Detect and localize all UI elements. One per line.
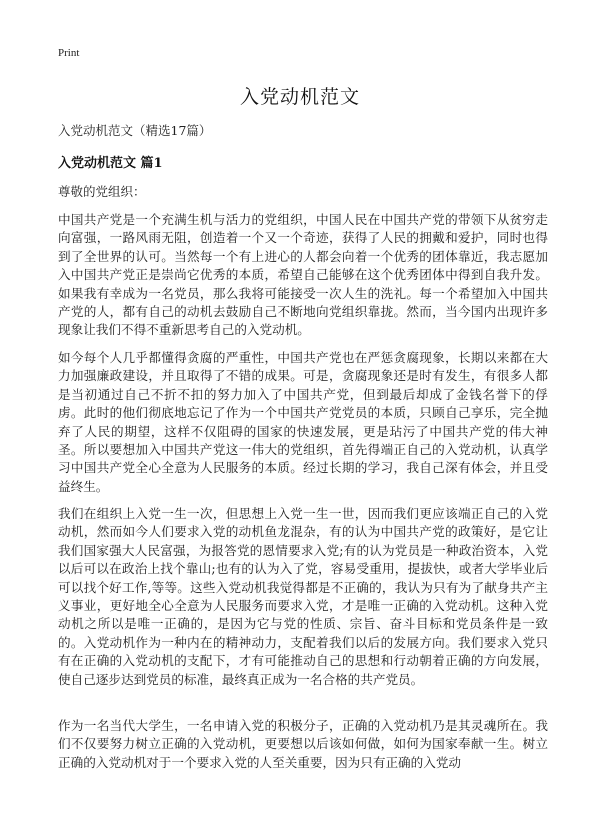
salutation: 尊敬的党组织： xyxy=(58,184,146,199)
document-subtitle: 入党动机范文（精选17篇） xyxy=(58,123,212,138)
paragraph: 中国共产党是一个充满生机与活力的党组织，中国人民在中国共产党的带领下从贫穷走向富强，一路风雨无阻，创造着一个又一个奇迹，获得了人民的拥戴和爱护，同时也得到了全世界的认可。当然每一个有上进心的人都会向着一个优秀的团体靠近，我志愿加入中国共产党正是崇尚它优秀的本质，希望自己能够在这个优秀团体中得到自我升发。如果我有幸成为一名党员，那么我将可能接受一次人生的洗礼。每一个希望加入中国共产党的人，都有自己的动机去鼓励自己不断地向党组织靠拢。然而，当今国内出现许多现象让我们不得不重新思考自己的入党动机。 xyxy=(58,212,548,338)
paragraph: 如今每个人几乎都懂得贪腐的严重性，中国共产党也在严惩贪腐现象，长期以来都在大力加强廉政建设，并且取得了不错的成果。可是，贪腐现象还是时有发生，有很多人都是当初通过自己不折不扣的努力加入了中国共产党，但到最后却成了金钱名誉下的俘虏。此时的他们彻底地忘记了作为一个中国共产党党员的本质，只顾自己享乐，完全抛弃了人民的期望，这样不仅阻碍的国家的快速发展，更是玷污了中国共产党的伟大神圣。所以要想加入中国共产党这一伟大的党组织，首先得端正自己的入党动机，认真学习中国共产党全心全意为人民服务的本质。经过长期的学习，我自己深有体会，并且受益终生。 xyxy=(58,350,548,494)
print-link[interactable]: Print xyxy=(58,47,80,59)
paragraph: 作为一名当代大学生，一名申请入党的积极分子，正确的入党动机乃是其灵魂所在。我们不仅要努力树立正确的入党动机，更要想以后该如何做，如何为国家奉献一生。树立正确的入党动机对于一个要求入党的人至关重要，因为只有正确的入党动 xyxy=(58,718,548,770)
document-title: 入党动机范文 xyxy=(239,86,360,108)
paragraph: 我们在组织上入党一生一次，但思想上入党一生一世，因而我们更应该端正自己的入党动机，然而如今人们要求入党的动机鱼龙混杂，有的认为中国共产党的政策好，是它让我们国家强大人民富强，为报答党的恩情要求入党;有的认为党员是一种政治资本，入党以后可以在政治上找个靠山;也有的认为入了党，容易受重用，提拔快，或者大学毕业后可以找个好工作,等等。这些入党动机我觉得都是不正确的，我认为只有为了献身共产主义事业，更好地全心全意为人民服务而要求入党，才是唯一正确的入党动机。这种入党动机之所以是唯一正确的，是因为它与党的性质、宗旨、奋斗目标和党员条件是一致的。入党动机作为一种内在的精神动力，支配着我们以后的发展方向。我们要求入党只有在正确的入党动机的支配下，才有可能推动自己的思想和行动朝着正确的方向发展，使自己逐步达到党员的标准，最终真正成为一名合格的共产党员。 xyxy=(58,506,548,687)
section-heading: 入党动机范文 篇1 xyxy=(58,156,163,171)
